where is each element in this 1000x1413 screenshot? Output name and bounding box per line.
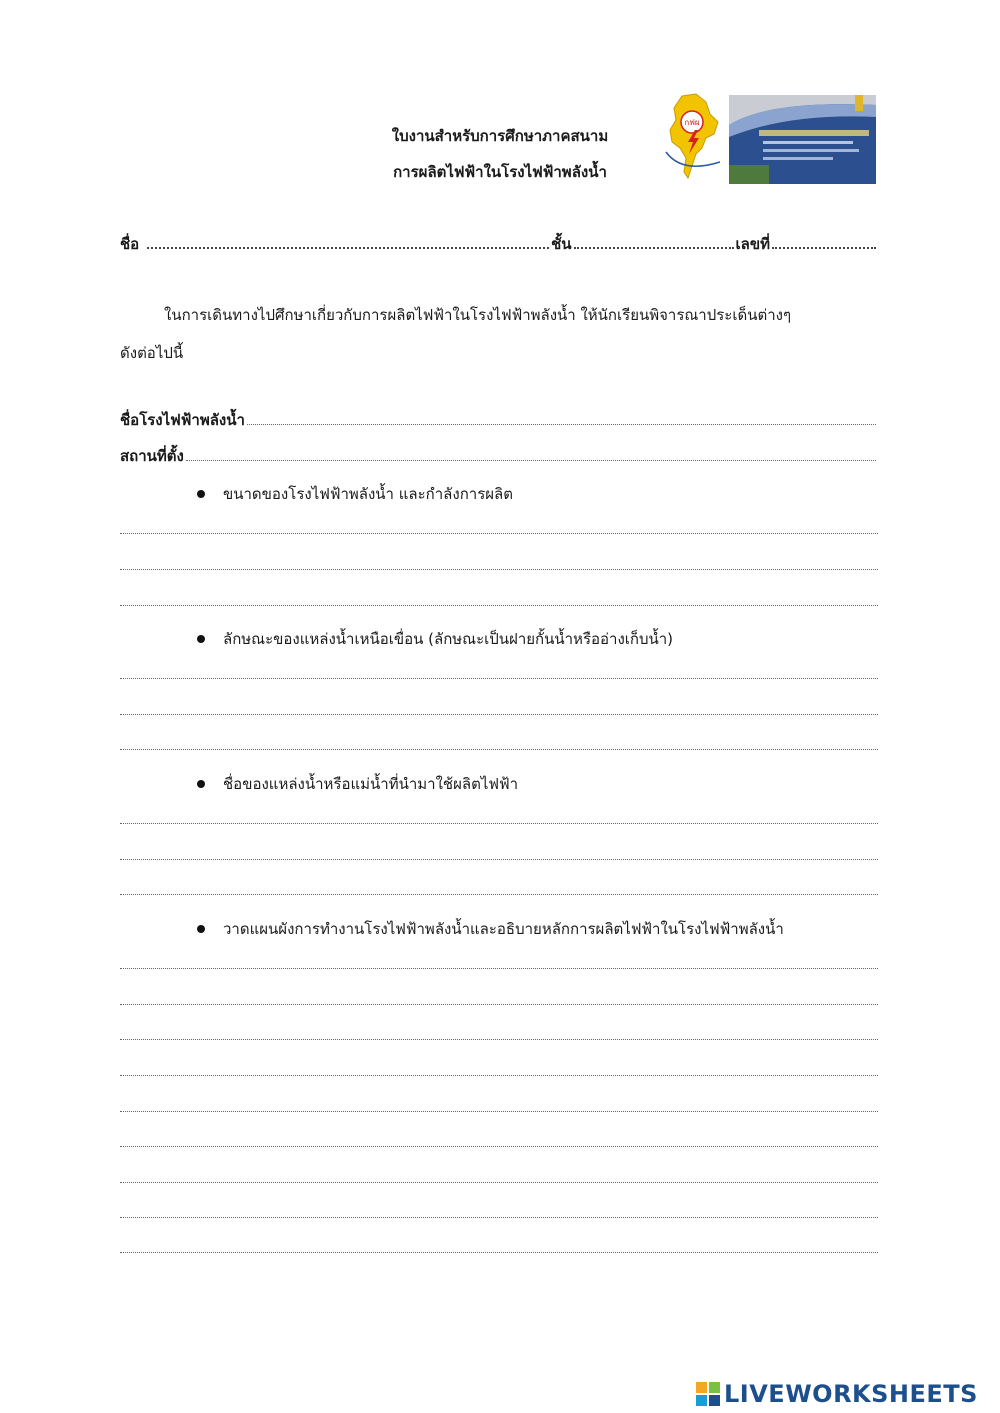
answer-line[interactable] [120, 1004, 878, 1005]
answer-line[interactable] [120, 1039, 878, 1040]
answer-line[interactable] [120, 1075, 878, 1076]
answer-line[interactable] [120, 968, 878, 969]
plant-name-row [120, 408, 878, 432]
worksheet-title-line-2: การผลิตไฟฟ้าในโรงไฟฟ้าพลังน้ำ [393, 163, 607, 181]
answer-line[interactable] [120, 1182, 878, 1183]
question-2-text: ลักษณะของแหล่งน้ำเหนือเขื่อน (ลักษณะเป็นฝายกั้นน้ำหรืออ่างเก็บน้ำ) [223, 630, 674, 648]
answer-line[interactable] [120, 749, 878, 750]
number-label: เลขที่ [735, 235, 770, 253]
worksheet-title-line-1: ใบงานสำหรับการศึกษาภาคสนาม [391, 127, 609, 145]
question-4-text: วาดแผนผังการทำงานโรงไฟฟ้าพลังน้ำและอธิบายหลักการผลิตไฟฟ้าในโรงไฟฟ้าพลังน้ำ [223, 920, 784, 938]
bullet-icon [197, 925, 205, 933]
intro-line-2: ดังต่อไปนี้ [120, 344, 184, 362]
location-blank[interactable] [186, 446, 876, 461]
number-blank[interactable] [772, 233, 876, 249]
question-1 [197, 482, 513, 506]
student-info-row [120, 232, 878, 256]
question-1-text: ขนาดของโรงไฟฟ้าพลังน้ำ และกำลังการผลิต [223, 485, 513, 503]
liveworksheets-brand-text: LIVEWORKSHEETS [724, 1380, 978, 1408]
question-4 [197, 917, 784, 941]
answer-line[interactable] [120, 1252, 878, 1253]
liveworksheets-logo [696, 1380, 978, 1408]
answer-line[interactable] [120, 1217, 878, 1218]
location-label: สถานที่ตั้ง [120, 447, 184, 465]
question-3-text: ชื่อของแหล่งน้ำหรือแม่น้ำที่นำมาใช้ผลิตไฟฟ้า [223, 775, 519, 793]
answer-line[interactable] [120, 1146, 878, 1147]
intro-paragraph [120, 296, 880, 372]
location-row [120, 444, 878, 468]
answer-line[interactable] [120, 533, 878, 534]
answer-line[interactable] [120, 678, 878, 679]
name-blank[interactable] [147, 233, 549, 249]
answer-line[interactable] [120, 823, 878, 824]
answer-line[interactable] [120, 1111, 878, 1112]
question-3 [197, 772, 518, 796]
answer-line[interactable] [120, 894, 878, 895]
answer-line[interactable] [120, 605, 878, 606]
intro-line-1: ในการเดินทางไปศึกษาเกี่ยวกับการผลิตไฟฟ้าในโรงไฟฟ้าพลังน้ำ ให้นักเรียนพิจารณาประเด็นต่างๆ [164, 306, 792, 324]
class-blank[interactable] [574, 233, 734, 249]
class-label: ชั้น [551, 235, 572, 253]
dam-sign-photo [729, 95, 876, 184]
plant-name-blank[interactable] [247, 410, 876, 425]
liveworksheets-icon [696, 1382, 720, 1406]
plant-name-label: ชื่อโรงไฟฟ้าพลังน้ำ [120, 411, 245, 429]
answer-line[interactable] [120, 859, 878, 860]
name-label: ชื่อ [120, 235, 140, 253]
logo-lettering: กฟผ [684, 118, 700, 127]
answer-line[interactable] [120, 569, 878, 570]
answer-line[interactable] [120, 714, 878, 715]
bullet-icon [197, 490, 205, 498]
egat-logo-icon [662, 92, 724, 182]
bullet-icon [197, 635, 205, 643]
question-2 [197, 627, 673, 651]
bullet-icon [197, 780, 205, 788]
